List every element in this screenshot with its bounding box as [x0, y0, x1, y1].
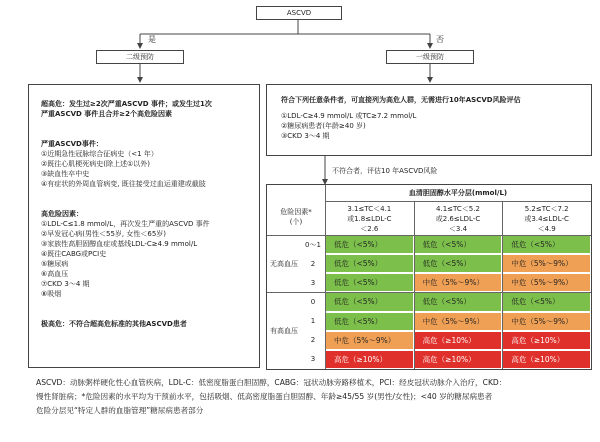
footnote: [36, 376, 596, 418]
ultra-high-title-2: 严重ASCVD 事件且合并≥2个高危险因素: [41, 110, 172, 118]
risk-factors-title: 高危险因素：: [41, 210, 83, 218]
risk-factor-item: ①LDL-C≤1.8 mmol/L，再次发生严重的ASCVD 事件: [41, 220, 210, 228]
severe-events-title: 严重ASCVD事件：: [41, 140, 103, 148]
ascvd-label: ASCVD: [286, 9, 312, 17]
risk-factor-item: ⑧吸烟: [41, 290, 62, 298]
risk-factor-count: 3: [310, 278, 316, 287]
not-met-text: 不符合者，评估10 年ASCVD风险: [332, 167, 438, 175]
direct-high-risk-box: [266, 84, 592, 156]
risk-cell: 低危（<5%）: [326, 293, 413, 310]
risk-cell: 中危（5%～9%）: [415, 313, 502, 330]
column-header-line: 或2.6≤LDL-C: [435, 215, 481, 223]
risk-factor-item: ⑦CKD 3～4 期: [41, 280, 90, 288]
risk-cell: 中危（5%～9%）: [503, 274, 590, 291]
column-header-line: ＜2.6: [360, 225, 379, 233]
direct-high-risk-item: ①LDL-C≥4.9 mmol/L 或TC≥7.2 mmol/L: [281, 112, 417, 120]
risk-cell: 低危（<5%）: [326, 313, 413, 330]
risk-cell: 高危（≥10%）: [415, 351, 502, 368]
risk-table: [266, 184, 592, 370]
column-header-line: ＜4.9: [537, 225, 556, 233]
column-header-line: 5.2≤TC＜7.2: [524, 205, 569, 213]
primary-prevention-label: 一级预防: [416, 53, 444, 61]
direct-high-risk-item: ③CKD 3～4 期: [281, 132, 330, 140]
column-header-line: 4.1≤TC＜5.2: [436, 205, 480, 213]
risk-factor-item: ⑤糖尿病: [41, 260, 69, 268]
risk-factor-count: 3: [310, 355, 316, 364]
severe-event-item: ①近期急性冠脉综合征病史（<1 年）: [41, 150, 158, 158]
secondary-risk-panel: [28, 84, 260, 368]
risk-factor-item: ②早发冠心病(男性＜55岁, 女性＜65岁): [41, 230, 167, 238]
risk-factor-item: ④既往CABG或PCI史: [41, 250, 107, 258]
risk-factor-item: ⑥高血压: [41, 270, 69, 278]
risk-factor-unit: (个): [289, 218, 303, 226]
group-no-hypertension: 无高血压: [270, 259, 298, 268]
risk-factor-header: 危险因素*: [280, 208, 312, 216]
risk-cell: 高危（≥10%）: [503, 351, 590, 368]
direct-high-risk-item: ②糖尿病患者(年龄≥40 岁): [281, 122, 366, 130]
footnote-line-3: 危险分层见“特定人群的血脂管理”糖尿病患者部分: [36, 406, 204, 415]
table-title: 血清胆固醇水平分层(mmol/L): [408, 189, 508, 197]
secondary-prevention-box: [96, 50, 184, 64]
footnote-line-1: ASCVD：动脉粥样硬化性心血管疾病，LDL-C：低密度脂蛋白胆固醇，CABG：冠状动脉旁路移植术，PCI：经皮冠状动脉介入治疗，CKD：: [36, 378, 507, 387]
column-header-line: 或3.4≤LDL-C: [524, 215, 569, 223]
risk-factor-item: ③家族性高胆固醇血症或基线LDL-C≥4.9 mmol/L: [41, 240, 198, 248]
risk-cell: 低危（<5%）: [415, 293, 502, 310]
severe-event-item: ④有症状的外周血管病变, 既往接受过血运重建或截肢: [41, 180, 206, 188]
risk-cell: 低危（<5%）: [415, 255, 502, 272]
group-hypertension: 有高血压: [270, 326, 298, 335]
grid-line: [325, 201, 591, 202]
secondary-prevention-label: 二级预防: [126, 53, 154, 61]
risk-cell: 低危（<5%）: [503, 293, 590, 310]
risk-cell: 高危（≥10%）: [326, 351, 413, 368]
risk-cell: 低危（<5%）: [326, 255, 413, 272]
risk-cell: 低危（<5%）: [326, 236, 413, 253]
severe-event-item: ③缺血性卒中史: [41, 170, 90, 178]
risk-factor-count: 2: [310, 336, 316, 345]
primary-prevention-box: [386, 50, 474, 64]
risk-factor-count: 0: [310, 298, 316, 306]
risk-cell: 低危（<5%）: [415, 236, 502, 253]
branch-no-label: 否: [436, 35, 444, 44]
column-header-line: ＜3.4: [448, 225, 468, 233]
risk-factor-count: 2: [310, 259, 316, 268]
risk-cell: 中危（5%～9%）: [415, 274, 502, 291]
risk-cell: 高危（≥10%）: [503, 332, 590, 349]
direct-high-risk-title: 符合下列任意条件者，可直接列为高危人群，无需进行10年ASCVD风险评估: [281, 96, 521, 104]
footnote-line-2: 慢性肾脏病；*危险因素的水平均为干预前水平，包括吸烟、低高密度脂蛋白胆固醇、年龄≥45/55 岁(男性/女性)；<40 岁的糖尿病患者: [36, 392, 493, 401]
column-header-line: 3.1≤TC＜4.1: [347, 205, 392, 213]
risk-cell: 中危（5%～9%）: [503, 255, 590, 272]
risk-cell: 中危（5%～9%）: [503, 313, 590, 330]
column-header-line: 或1.8≤LDL-C: [347, 215, 392, 223]
risk-factor-count: 1: [310, 317, 316, 326]
ultra-high-title: 超高危：发生过≥2次严重ASCVD 事件；或发生过1次: [41, 100, 212, 108]
risk-factor-count: 0～1: [305, 240, 321, 249]
branch-yes-label: 是: [148, 35, 156, 44]
risk-cell: 高危（≥10%）: [415, 332, 502, 349]
severe-event-item: ②既往心肌梗死病史(除上述①以外): [41, 160, 151, 168]
risk-cell: 中危（5%～9%）: [326, 332, 413, 349]
very-high-risk-text: 极高危：不符合超高危标准的其他ASCVD患者: [41, 320, 187, 328]
risk-cell: 低危（<5%）: [326, 274, 413, 291]
risk-cell: 低危（<5%）: [503, 236, 590, 253]
ascvd-box: [256, 6, 342, 20]
